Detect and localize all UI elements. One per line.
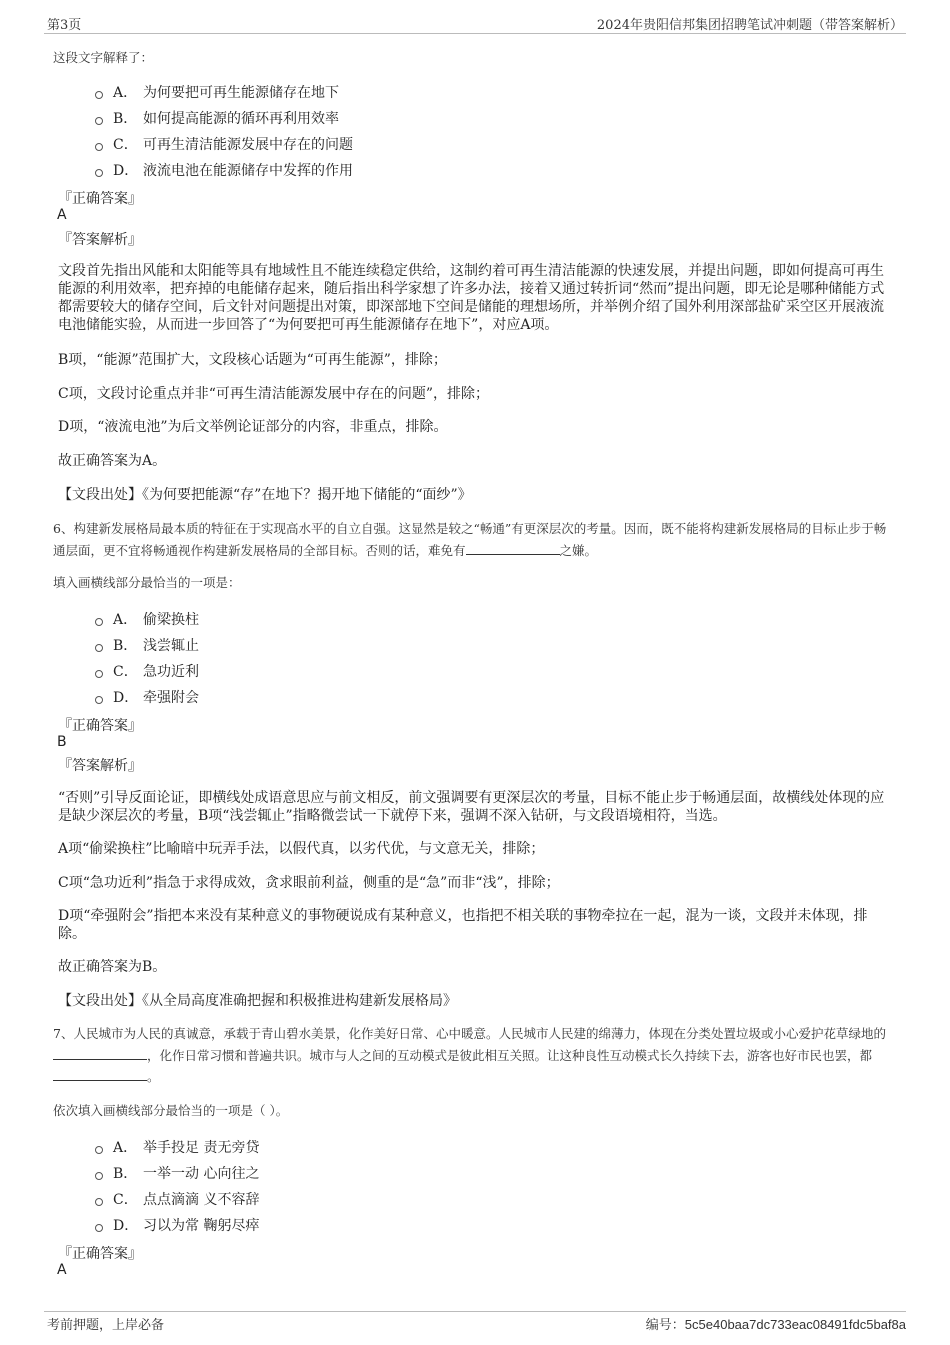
q5-prompt: 这段文字解释了：	[53, 50, 154, 65]
radio-icon[interactable]	[95, 91, 103, 99]
option-key: B．	[113, 111, 138, 127]
option-key: C．	[113, 137, 138, 153]
q5-analysis-main: 文段首先指出风能和太阳能等具有地域性且不能连续稳定供给，这制约着可再生清洁能源的快速发展，并提出问题，即如何提高可再生能源的利用效率，把弃掉的电能储存起来，随后指出科学家想了许多办法，接着又通过转折词“然而”提出问题，即无论是哪种储能方式都需要较大的储存空间，后文针对问题提出对策，即深部地下空间是储能的理想场所，并举例介绍了国外利用深部盐矿采空区开展液流电池储能实验，从而进一步回答了“为何要把可再生能源储存在地下”，对应A项。	[58, 263, 885, 333]
radio-icon[interactable]	[95, 1198, 103, 1206]
q5-conclusion: 故正确答案为A。	[58, 453, 167, 469]
option-key: C．	[113, 664, 138, 680]
q5-analysis-d: D项，“液流电池”为后文举例论证部分的内容，非重点，排除。	[58, 419, 448, 435]
q7-option-b[interactable]	[95, 1163, 259, 1183]
q6-option-d[interactable]	[95, 687, 199, 707]
radio-icon[interactable]	[95, 670, 103, 678]
q6-stem	[53, 519, 896, 561]
option-key: A．	[113, 85, 138, 101]
option-text: 一举一动 心向往之	[143, 1166, 260, 1182]
radio-icon[interactable]	[95, 1146, 103, 1154]
option-text: 偷梁换柱	[143, 612, 199, 628]
q7-stem-text-1: 7、人民城市为人民的真诚意，承载于青山碧水美景，化作美好日常、心中暖意。人民城市人民建的绵薄力，体现在分类处置垃圾或小心爱护花草绿地的	[53, 1026, 886, 1041]
option-key: B．	[113, 1166, 138, 1182]
option-text: 急功近利	[143, 664, 199, 680]
option-text: 举手投足 责无旁贷	[143, 1140, 260, 1156]
radio-icon[interactable]	[95, 644, 103, 652]
option-text: 习以为常 鞠躬尽瘁	[143, 1218, 260, 1234]
option-key: D．	[113, 1218, 139, 1234]
source-label: 【文段出处】	[58, 487, 142, 503]
radio-icon[interactable]	[95, 1224, 103, 1232]
option-text: 为何要把可再生能源储存在地下	[143, 85, 339, 101]
option-key: A．	[113, 612, 138, 628]
header-divider	[44, 33, 906, 34]
q6-stem-text: 6、构建新发展格局最本质的特征在于实现高水平的自立自强。这显然是较之“畅通”有更深层次的考量。因而，既不能将构建新发展格局的目标止步于畅通层面，更不宜将畅通视作构建新发展格局的全部目标。否则的话，难免有	[53, 521, 887, 558]
page-number: 第3页	[47, 18, 82, 33]
source-label: 【文段出处】	[58, 993, 142, 1009]
q6-source	[58, 992, 892, 1010]
radio-icon[interactable]	[95, 169, 103, 177]
q5-option-d[interactable]	[95, 160, 353, 180]
code-label: 编号：	[645, 1318, 685, 1333]
q5-answer: A	[57, 207, 67, 223]
option-text: 牵强附会	[143, 690, 199, 706]
q5-analysis-label: 『答案解析』	[58, 232, 142, 248]
radio-icon[interactable]	[95, 117, 103, 125]
option-key: D．	[113, 690, 139, 706]
option-key: A．	[113, 1140, 138, 1156]
q6-answer-label: 『正确答案』	[58, 718, 142, 734]
q5-option-a[interactable]	[95, 82, 339, 102]
q5-option-c[interactable]	[95, 134, 353, 154]
q7-option-c[interactable]	[95, 1189, 259, 1209]
q6-analysis-main: “否则”引导反面论证，即横线处成语意思应与前文相反，前文强调要有更深层次的考量，目标不能止步于畅通层面，故横线处体现的应是缺少深层次的考量，B项“浅尝辄止”指略微尝试一下就停下来，强调不深入钻研，与文段语境相符，当选。	[58, 790, 885, 824]
option-text: 可再生清洁能源发展中存在的问题	[143, 137, 353, 153]
q6-prompt: 填入画横线部分最恰当的一项是：	[53, 575, 241, 590]
option-text: 液流电池在能源储存中发挥的作用	[143, 163, 353, 179]
q5-analysis-c: C项，文段讨论重点并非“可再生清洁能源发展中存在的问题”，排除；	[58, 386, 490, 402]
q7-blank-2	[53, 1066, 147, 1081]
q7-stem-text-2: ，化作日常习惯和普遍共识。城市与人之间的互动模式是彼此相互关照。让这种良性互动模式长久持续下去，游客也好市民也罢，都	[147, 1047, 873, 1063]
q6-stem-end: 之嫌。	[559, 542, 598, 558]
q7-prompt: 依次填入画横线部分最恰当的一项是（ ）。	[53, 1103, 289, 1118]
q7-answer: A	[57, 1262, 67, 1278]
option-text: 浅尝辄止	[143, 638, 199, 654]
q7-option-d[interactable]	[95, 1215, 259, 1235]
option-key: C．	[113, 1192, 138, 1208]
q7-stem-text-3: 。	[147, 1069, 160, 1084]
q7-option-a[interactable]	[95, 1137, 259, 1157]
source-text: 《从全局高度准确把握和积极推进构建新发展格局》	[142, 993, 457, 1009]
q6-blank	[466, 540, 560, 555]
q6-option-b[interactable]	[95, 635, 199, 655]
document-title: 2024年贵阳信邦集团招聘笔试冲刺题（带答案解析）	[596, 18, 903, 33]
q6-analysis-d: D项“牵强附会”指把本来没有某种意义的事物硬说成有某种意义，也指把不相关联的事物牵拉在一起，混为一谈，文段并未体现，排除。	[58, 908, 868, 942]
radio-icon[interactable]	[95, 618, 103, 626]
q7-stem	[53, 1024, 896, 1088]
q5-analysis-b: B项，“能源”范围扩大，文段核心话题为“可再生能源”，排除；	[58, 352, 447, 368]
option-key: D．	[113, 163, 139, 179]
code-value: 5c5e40baa7dc733eac08491fdc5baf8a	[684, 1317, 906, 1332]
q6-option-c[interactable]	[95, 661, 199, 681]
option-key: B．	[113, 638, 138, 654]
q5-option-b[interactable]	[95, 108, 339, 128]
q7-blank-1	[53, 1045, 147, 1060]
q6-analysis-c: C项“急功近利”指急于求得成效，贪求眼前利益，侧重的是“急”而非“浅”，排除；	[58, 875, 560, 891]
q6-analysis-label: 『答案解析』	[58, 758, 142, 774]
option-text: 如何提高能源的循环再利用效率	[143, 111, 339, 127]
q6-analysis-a: A项“偷梁换柱”比喻暗中玩弄手法，以假代真，以劣代优，与文意无关，排除；	[58, 841, 545, 857]
source-text: 《为何要把能源“存”在地下？揭开地下储能的“面纱”》	[142, 487, 472, 503]
option-text: 点点滴滴 义不容辞	[143, 1192, 260, 1208]
radio-icon[interactable]	[95, 1172, 103, 1180]
radio-icon[interactable]	[95, 696, 103, 704]
radio-icon[interactable]	[95, 143, 103, 151]
footer-divider	[44, 1311, 906, 1312]
q6-option-a[interactable]	[95, 609, 199, 629]
q7-answer-label: 『正确答案』	[58, 1246, 142, 1262]
q6-answer: B	[57, 734, 67, 750]
q5-answer-label: 『正确答案』	[58, 191, 142, 207]
footer-code	[646, 1314, 906, 1333]
footer-slogan: 考前押题，上岸必备	[47, 1318, 165, 1333]
q6-conclusion: 故正确答案为B。	[58, 959, 167, 975]
q5-source	[58, 486, 892, 504]
